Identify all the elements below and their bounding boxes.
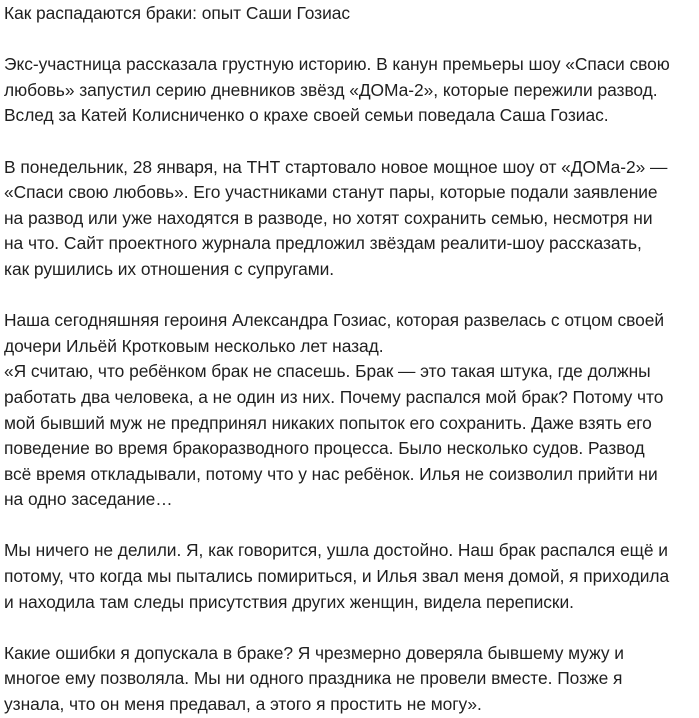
text-line: Вслед за Катей Колисниченко о крахе своей семьи поведала Саша Гозиас. [4,105,609,126]
text-line: Наша сегодняшняя героиня Александра Гозиас, которая развелась с отцом своей [4,310,665,331]
spacer [4,513,696,539]
spacer [4,283,696,309]
text-line: дочери Ильёй Кротковым несколько лет назад. [4,335,384,356]
text-line: В понедельник, 28 января, на ТНТ стартовало новое мощное шоу от «ДОМа-2» — [4,156,668,177]
text-line: на одно заседание… [4,489,173,510]
text-line: Мы ничего не делили. Я, как говорится, ушла достойно. Наш брак распался ещё и [4,540,668,561]
paragraph-mistakes [4,641,696,718]
text-line: «Я считаю, что ребёнком брак не спасешь. Брак — это такая штука, где должны [4,361,651,382]
text-line: многое ему позволяла. Мы ни одного праздника не провели вместе. Позже я [4,668,623,689]
spacer [4,615,696,641]
text-line: всё время откладывали, потому что у нас ребёнок. Илья не соизволил прийти ни [4,463,658,484]
text-line: поведение во время бракоразводного процесса. Было несколько судов. Развод [4,438,645,459]
paragraph-heroine-quote [4,308,696,513]
spacer [4,27,696,53]
text-line: и находила там следы присутствия других женщин, видела переписки. [4,591,574,612]
paragraph-intro [4,52,696,129]
article-title: Как распадаются браки: опыт Саши Гозиас [4,3,350,23]
text-line: на развод или уже находятся в разводе, но хотят сохранить семью, несмотря ни [4,207,653,228]
text-line: Какие ошибки я допускала в браке? Я чрезмерно доверяла бывшему мужу и [4,642,624,663]
text-line: работать два человека, а не один из них. Почему распался мой брак? Потому что [4,386,664,407]
spacer [4,129,696,155]
text-line: узнала, что он меня предавал, а этого я простить не могу». [4,694,482,715]
paragraph-show-announcement [4,155,696,283]
text-line: мой бывший муж не предпринял никаких попыток его сохранить. Даже взять его [4,412,652,433]
text-line: «Спаси свою любовь». Его участниками станут пары, которые подали заявление [4,182,658,203]
text-line: на что. Сайт проектного журнала предложил звёздам реалити-шоу рассказать, [4,233,642,254]
paragraph-no-division [4,538,696,615]
text-line: Экс-участница рассказала грустную историю. В канун премьеры шоу «Спаси свою [4,54,670,75]
text-line: любовь» запустил серию дневников звёзд «ДОМа-2», которые пережили развод. [4,79,658,100]
text-line: потому, что когда мы пытались помириться, и Илья звал меня домой, я приходила [4,566,670,587]
text-line: как рушились их отношения с супругами. [4,258,335,279]
